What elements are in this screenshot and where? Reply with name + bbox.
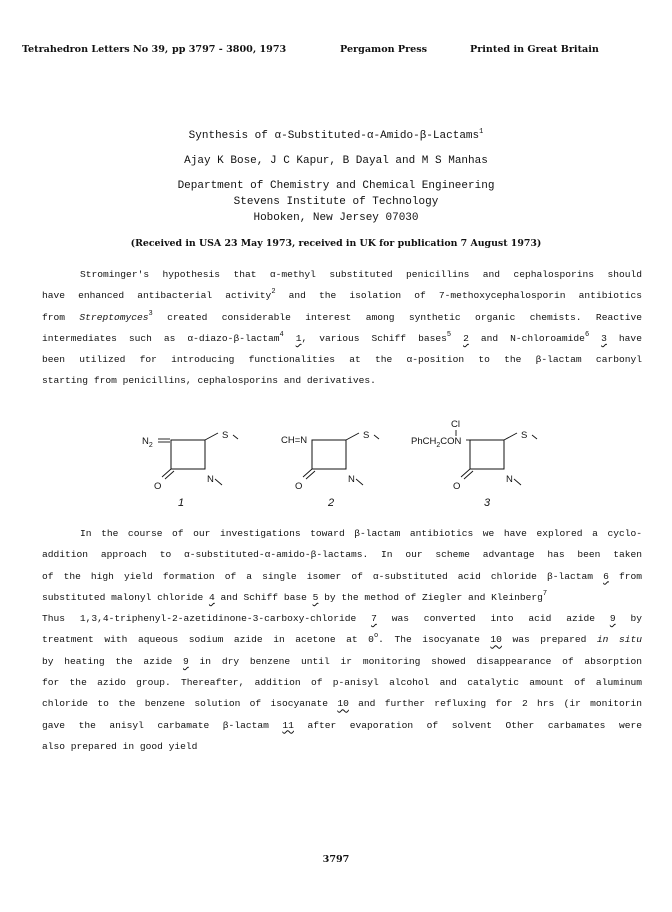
atom-label: S <box>222 430 229 441</box>
compound-number: 11 <box>282 719 294 731</box>
atom-label: N <box>506 474 513 485</box>
compound-label: 1 <box>178 497 185 509</box>
text-line: Strominger's hypothesis that α-methyl substituted penicillins and cephalosporins should <box>80 269 642 280</box>
compound-number: 9 <box>609 613 616 625</box>
atom-label: O <box>453 481 461 492</box>
authors: Ajay K Bose, J C Kapur, B Dayal and M S Manhas <box>184 155 488 167</box>
journal-info: Tetrahedron Letters No 39, <box>22 44 169 55</box>
atom-label: N <box>207 474 214 485</box>
affiliation-line-2: Stevens Institute of Technology <box>233 196 439 208</box>
text-line: starting from penicillins, cephalosporins and derivatives. <box>42 375 376 387</box>
atom-label: O <box>295 481 303 492</box>
atom-label: O <box>154 481 162 492</box>
compound-number: 5 <box>312 591 319 603</box>
atom-label: Cl <box>451 419 460 430</box>
compound-number: 7 <box>371 613 377 625</box>
compound-number: 2 <box>463 332 469 344</box>
compound-number: 10 <box>337 698 349 710</box>
compound-label: 2 <box>328 497 335 509</box>
text-line: from Streptomyces$^3$ created considerable interest among synthetic organic chemists. Reactive <box>42 309 642 323</box>
structure-3 <box>411 419 537 509</box>
compound-number: 9 <box>183 655 189 667</box>
atom-label: $N_2$ <box>142 436 153 449</box>
structure-1 <box>142 430 238 509</box>
atom-label: N <box>348 474 355 485</box>
compound-number: 4 <box>208 591 215 603</box>
text-line: also prepared in good yield <box>42 740 198 752</box>
structures-figure <box>0 392 672 512</box>
atom-label: PhCH$_2$CON <box>411 436 462 449</box>
text-line: been utilized for introducing functionalities at the α-position to the β-lactam carbonyl <box>42 354 642 366</box>
compound-number: 3 <box>601 332 607 344</box>
text-line: by heating the azide 9 in dry benzene until ir monitoring showed disappearance of absorption <box>42 655 642 667</box>
affiliation-line-3: Hoboken, New Jersey 07030 <box>253 212 419 224</box>
text-line: treatment with aqueous sodium azide in acetone at 0$^o$. The isocyanate 10 was prepared in situ <box>42 632 642 646</box>
paragraph-2 <box>42 523 642 757</box>
text-line: have enhanced antibacterial activity$^2$ and the isolation of 7-methoxycephalosporin antibiotics <box>42 288 643 302</box>
compound-label: 3 <box>484 497 491 509</box>
text-line: for the azido group. Thereafter, addition of p-anisyl alcohol and catalytic amount of aluminum <box>42 677 642 689</box>
compound-number: 6 <box>603 570 609 582</box>
atom-label: S <box>521 430 528 441</box>
page-range: pp 3797 - 3800, 1973 <box>172 44 287 55</box>
text-line: chloride to the benzene solution of isocyanate 10 and further refluxing for 2 hrs (ir monitorin <box>42 698 642 710</box>
title-footnote: 1 <box>479 128 484 136</box>
article-title: Synthesis of α-Substituted-α-Amido-β-Lactams$^1$ <box>188 128 484 142</box>
compound-number: 1 <box>295 332 302 344</box>
text-line: In the course of our investigations toward β-lactam antibiotics we have explored a cyclo- <box>80 528 642 539</box>
text-line: gave the anisyl carbamate β-lactam 11 after evaporation of solvent Other carbamates were <box>42 719 642 731</box>
text-line: addition approach to α-substituted-α-amido-β-lactams. In our scheme advantage has been taken <box>42 549 642 561</box>
received-dates: (Received in USA 23 May 1973, received in UK for publication 7 August 1973) <box>130 238 542 249</box>
atom-label: S <box>363 430 370 441</box>
atom-label: CH=N <box>281 435 308 446</box>
text-line: of the high yield formation of a single isomer of α-substituted acid chloride β-lactam 6 from <box>42 570 642 582</box>
publisher: Pergamon Press <box>340 44 428 55</box>
printed-location: Printed in Great Britain <box>470 44 599 55</box>
page-number: 3797 <box>322 854 350 865</box>
compound-number: 10 <box>490 634 502 646</box>
text-line: substituted malonyl chloride 4 and Schiff base 5 by the method of Ziegler and Kleinberg$^7$ <box>42 589 548 603</box>
text-line: Thus 1,3,4-triphenyl-2-azetidinone-3-carboxy-chloride 7 was converted into acid azide 9 by <box>42 613 642 625</box>
structure-2 <box>281 430 379 509</box>
text-line: intermediates such as α-diazo-β-lactam$^4$ 1, various Schiff bases$^5$ 2 and N-chloroamide$^6$ 3 have <box>42 330 642 344</box>
paragraph-1 <box>42 264 642 392</box>
affiliation-line-1: Department of Chemistry and Chemical Engineering <box>177 180 495 192</box>
